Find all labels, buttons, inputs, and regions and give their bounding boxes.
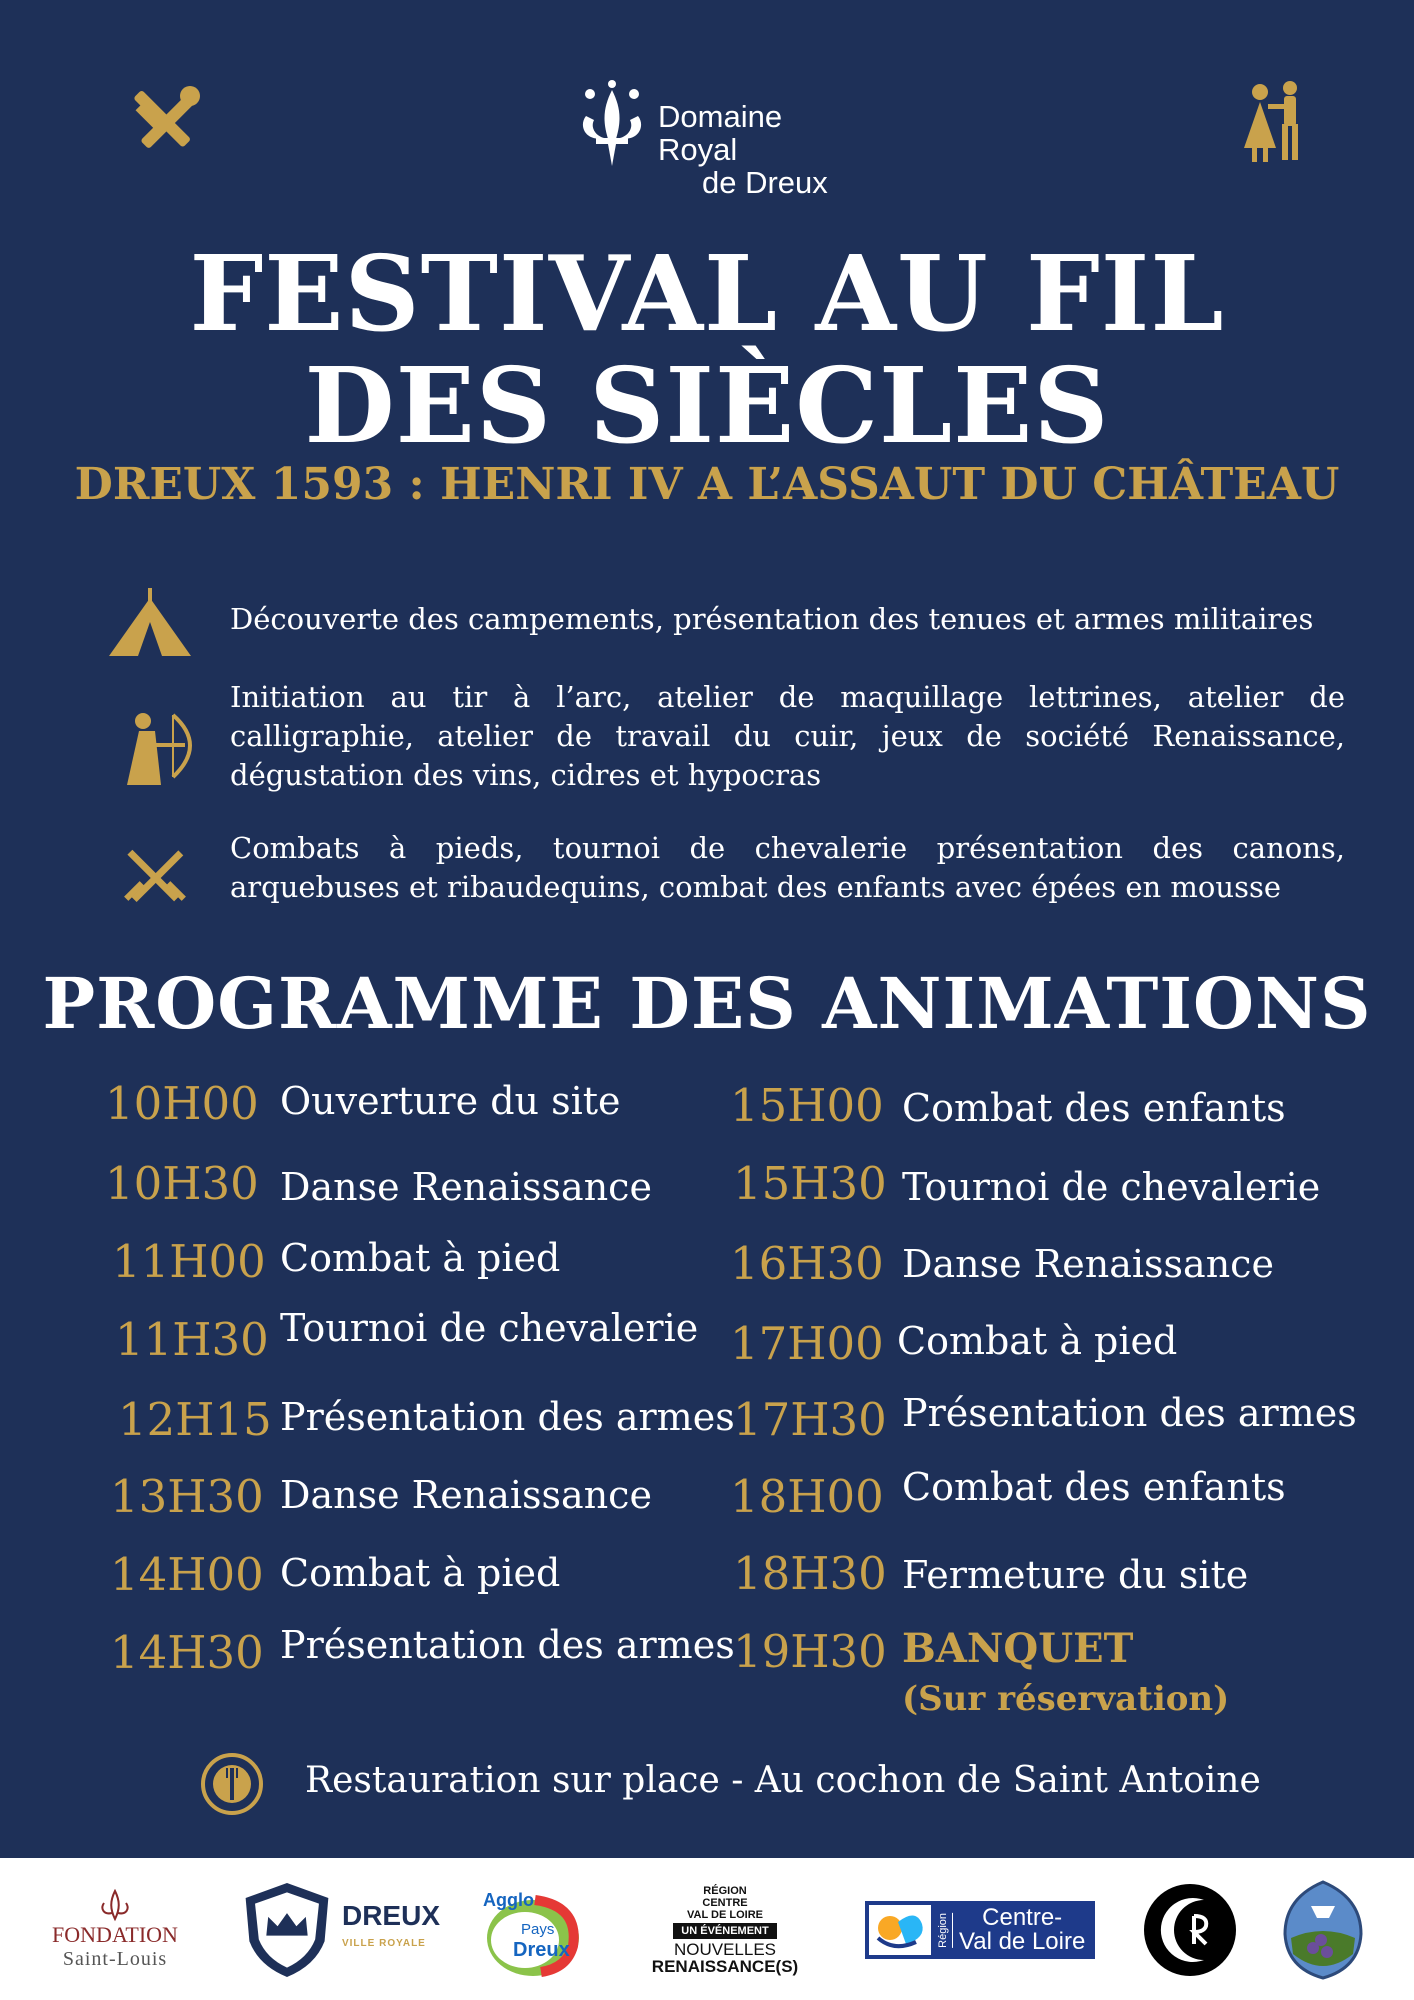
dreux-name: DREUX xyxy=(341,1900,440,1931)
centre-line-1: RÉGION xyxy=(703,1884,747,1897)
schedule-event: Tournoi de chevalerie xyxy=(280,1306,699,1350)
region-emblem-icon xyxy=(869,1905,931,1955)
schedule-time: 12H15 xyxy=(118,1393,272,1446)
schedule-time: 14H30 xyxy=(110,1626,264,1679)
centre-line-4: NOUVELLES xyxy=(673,1939,777,1959)
schedule-event: Danse Renaissance xyxy=(280,1473,652,1517)
activity-text-3: Combats à pieds, tournoi de chevalerie présentation des canons, arquebuses et ribaudequins, combat des enfants avec épées en mousse xyxy=(230,831,1345,904)
title-line-1: FESTIVAL AU FIL xyxy=(189,232,1225,355)
schedule-time: 19H30 xyxy=(733,1625,887,1678)
schedule-time: 11H30 xyxy=(115,1313,269,1366)
cutlery-icon xyxy=(200,1752,264,1816)
schedule-time: 18H00 xyxy=(730,1470,884,1523)
banquet-label: BANQUET xyxy=(902,1625,1134,1672)
centre-line-2: CENTRE xyxy=(702,1896,748,1909)
fondation-line-1: FONDATION xyxy=(52,1922,178,1947)
fondation-saint-louis-logo xyxy=(40,1876,190,1984)
restauration-text: Restauration sur place - Au cochon de Saint Antoine xyxy=(305,1760,1261,1801)
centre-line-3: VAL DE LOIRE xyxy=(687,1908,763,1921)
region-line-2: Val de Loire xyxy=(959,1928,1086,1955)
fondation-line-2: Saint-Louis xyxy=(62,1948,168,1970)
schedule-event: Présentation des armes xyxy=(280,1623,735,1667)
circle-r-logo xyxy=(1140,1876,1240,1984)
region-centre-val-de-loire-logo xyxy=(860,1876,1100,1984)
schedule-event: Combat à pied xyxy=(280,1236,561,1280)
crossed-swords-icon xyxy=(115,838,205,928)
schedule-event: Danse Renaissance xyxy=(280,1165,652,1209)
nouvelles-renaissances-logo xyxy=(625,1876,825,1984)
dreux-tagline: VILLE ROYALE xyxy=(341,1938,426,1949)
schedule-time: 15H30 xyxy=(733,1157,887,1210)
crown-shield-icon xyxy=(240,1876,334,1984)
agglo-line-2: Pays xyxy=(521,1921,555,1938)
schedule-time: 14H00 xyxy=(110,1548,264,1601)
schedule-event: Fermeture du site xyxy=(902,1553,1249,1597)
schedule-event: Combat à pied xyxy=(280,1551,561,1595)
schedule-event: Présentation des armes xyxy=(280,1395,735,1439)
schedule-time: 10H30 xyxy=(105,1157,259,1210)
heraldic-shield-logo xyxy=(1275,1876,1370,1984)
schedule-time: 17H00 xyxy=(730,1317,884,1370)
schedule-time: 15H00 xyxy=(730,1079,884,1132)
logo-line-1: Domaine Royal xyxy=(658,99,783,167)
activity-text-1: Découverte des campements, présentation des tenues et armes militaires xyxy=(230,602,1314,636)
schedule-event: Combat à pied xyxy=(897,1319,1178,1363)
schedule-time: 18H30 xyxy=(733,1547,887,1600)
region-line-1: Centre- xyxy=(982,1904,1063,1931)
region-label: Région xyxy=(937,1913,953,1948)
festival-subtitle: DREUX 1593 : HENRI IV A L’ASSAUT DU CHÂTEAU xyxy=(74,459,1340,510)
schedule-event: Danse Renaissance xyxy=(902,1242,1274,1286)
centre-line-5: RENAISSANCE(S) xyxy=(651,1956,799,1976)
schedule-time: 10H00 xyxy=(105,1077,259,1130)
dancers-icon xyxy=(1230,78,1320,168)
schedule-time: 17H30 xyxy=(733,1393,887,1446)
schedule-time: 11H00 xyxy=(112,1235,266,1288)
schedule-event: Combat des enfants xyxy=(902,1086,1286,1130)
domaine-royal-logo xyxy=(572,80,862,200)
agglo-line-3: Dreux xyxy=(513,1939,570,1961)
title-line-2: DES SIÈCLES xyxy=(304,344,1110,467)
festival-title xyxy=(0,232,1414,467)
schedule-event: Tournoi de chevalerie xyxy=(902,1165,1321,1209)
sponsors-footer xyxy=(0,1858,1414,2000)
programme-title: PROGRAMME DES ANIMATIONS xyxy=(42,962,1372,1045)
tent-icon xyxy=(105,580,195,670)
schedule-event: Ouverture du site xyxy=(280,1079,621,1123)
agglo-pays-de-dreux-logo xyxy=(470,1876,590,1984)
schedule-event: Présentation des armes xyxy=(902,1391,1357,1435)
agglo-line-1: Agglo xyxy=(483,1890,534,1910)
schedule-time: 16H30 xyxy=(730,1237,884,1290)
archer-icon xyxy=(115,705,205,795)
centre-bar: UN ÉVÉNEMENT xyxy=(673,1923,776,1939)
dreux-ville-royale-logo xyxy=(240,1876,440,1984)
banquet-note: (Sur réservation) xyxy=(902,1679,1230,1719)
fleur-de-lis-icon xyxy=(100,1889,130,1923)
activity-text-2: Initiation au tir à l’arc, atelier de maquillage lettrines, atelier de calligraphie, atelier de travail du cuir, jeux de société Renaissance, dégustation des vins, cidres et hypocras xyxy=(230,680,1345,792)
crossed-weapons-icon xyxy=(120,78,210,168)
schedule-time: 13H30 xyxy=(110,1470,264,1523)
schedule-event: Combat des enfants xyxy=(902,1465,1286,1509)
fleur-de-lis-icon xyxy=(572,80,652,170)
logo-line-2: de Dreux xyxy=(702,165,828,200)
